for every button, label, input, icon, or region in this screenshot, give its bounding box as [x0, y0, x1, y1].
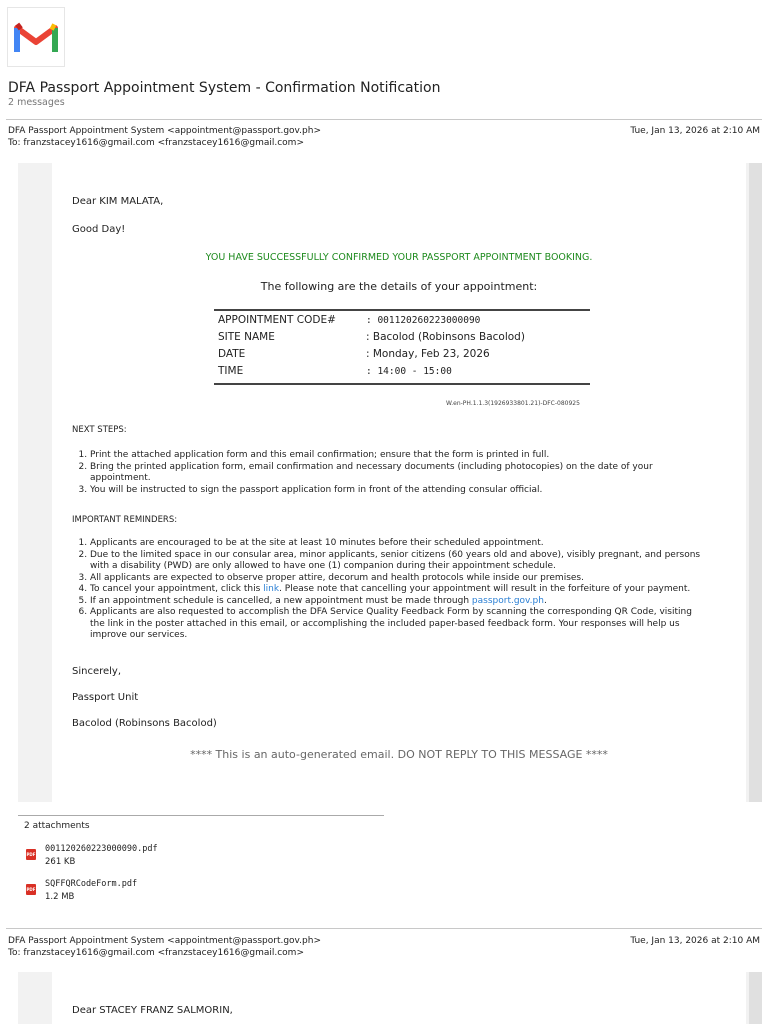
site-name-value: : Bacolod (Robinsons Bacolod) — [366, 331, 525, 343]
divider — [6, 119, 762, 120]
attachment-size: 261 KB — [45, 857, 76, 867]
gmail-m-icon — [8, 8, 64, 66]
appointment-details-table — [214, 309, 590, 385]
recipient: To: franzstacey1616@gmail.com <franzstacey1616@gmail.com> — [8, 138, 304, 148]
attachments-title: 2 attachments — [24, 821, 90, 831]
auto-generated-note: **** This is an auto-generated email. DO NOT REPLY TO THIS MESSAGE **** — [190, 748, 608, 761]
list-item: 2. Bring the printed application form, email confirmation and necessary documents (including photocopies) on the date of your appointment. — [90, 462, 702, 485]
reminders-title: IMPORTANT REMINDERS: — [72, 515, 178, 525]
passport-site-link[interactable]: passport.gov.ph — [471, 595, 544, 606]
signature-site: Bacolod (Robinsons Bacolod) — [72, 718, 217, 729]
attachment-size: 1.2 MB — [45, 892, 75, 902]
message-date: Tue, Jan 13, 2026 at 2:10 AM — [630, 126, 760, 136]
scrollbar[interactable] — [749, 972, 762, 1024]
cancel-appointment-link[interactable]: link — [263, 584, 280, 594]
reminders-list — [52, 538, 707, 642]
email-card — [52, 972, 746, 1024]
pdf-icon: PDF — [26, 849, 36, 860]
sincerely: Sincerely, — [72, 666, 122, 677]
next-steps-title: NEXT STEPS: — [72, 425, 127, 435]
list-item: 1. Print the attached application form and this email confirmation; ensure that the form is printed in full. — [90, 450, 702, 462]
email-subject: DFA Passport Appointment System - Confirmation Notification — [8, 80, 441, 96]
attachment-info[interactable] — [45, 878, 137, 904]
next-steps-list — [52, 450, 702, 496]
signature-unit: Passport Unit — [72, 692, 139, 703]
list-item: 2. Due to the limited space in our consular area, minor applicants, senior citizens (60 years old and above), visibly pregnant, and persons with a disability (PWD) are only allowed to have one (1) companion during their appointment schedule. — [90, 550, 707, 573]
attachment-name[interactable]: SQFFQRCodeForm.pdf — [45, 879, 138, 889]
list-item: 3. All applicants are expected to observe proper attire, decorum and health protocols while inside our premises. — [90, 573, 707, 585]
attachment-name[interactable]: 001120260223000090.pdf — [45, 844, 158, 854]
good-day: Good Day! — [72, 224, 126, 235]
time-label: TIME — [218, 365, 244, 377]
list-item: 1. Applicants are encouraged to be at the site at least 10 minutes before their scheduled appointment. — [90, 538, 707, 550]
sender[interactable]: DFA Passport Appointment System <appointment@passport.gov.ph> — [8, 126, 322, 136]
divider — [6, 928, 762, 929]
list-item: 4. To cancel your appointment, click this link. Please note that cancelling your appointment will result in the forfeiture of your payment. — [90, 584, 707, 596]
date-value: : Monday, Feb 23, 2026 — [366, 348, 490, 360]
message-date: Tue, Jan 13, 2026 at 2:10 AM — [630, 936, 760, 946]
email-body — [18, 163, 762, 802]
appointment-code-label: APPOINTMENT CODE# — [218, 314, 336, 326]
list-item: 6. Applicants are also requested to accomplish the DFA Service Quality Feedback Form by scanning the corresponding QR Code, visiting the link in the poster attached in this email, or accomplishing the included paper-based feedback form. Your responses will help us improve our services. — [90, 607, 707, 642]
recipient: To: franzstacey1616@gmail.com <franzstacey1616@gmail.com> — [8, 948, 304, 958]
date-label: DATE — [218, 348, 246, 360]
time-value: : 14:00 - 15:00 — [366, 366, 452, 377]
gmail-logo — [7, 7, 65, 67]
attachment-info[interactable] — [45, 843, 158, 869]
message-count: 2 messages — [8, 97, 65, 108]
appointment-code-value: : 001120260223000090 — [366, 315, 481, 326]
attachments-divider — [18, 815, 384, 816]
message-2-header — [8, 935, 321, 959]
email-card — [52, 163, 746, 802]
site-name-label: SITE NAME — [218, 331, 275, 343]
scrollbar[interactable] — [749, 163, 762, 802]
attachment-item[interactable] — [26, 884, 36, 895]
pdf-icon: PDF — [26, 884, 36, 895]
message-1-header — [8, 125, 321, 149]
attachment-item[interactable] — [26, 849, 36, 860]
list-item: 3. You will be instructed to sign the passport application form in front of the attending consular official. — [90, 485, 702, 497]
greeting: Dear KIM MALATA, — [72, 196, 164, 207]
list-item: 5. If an appointment schedule is cancelled, a new appointment must be made through passport.gov.ph. — [90, 596, 707, 608]
confirmation-message: YOU HAVE SUCCESSFULLY CONFIRMED YOUR PASSPORT APPOINTMENT BOOKING. — [205, 252, 593, 263]
version-code: W.en-PH.1.1.3(1926933801.21)-DFC-080925 — [446, 400, 580, 407]
sender[interactable]: DFA Passport Appointment System <appointment@passport.gov.ph> — [8, 936, 322, 946]
greeting: Dear STACEY FRANZ SALMORIN, — [72, 1005, 233, 1016]
email-body — [18, 972, 762, 1024]
details-intro: The following are the details of your appointment: — [260, 280, 538, 293]
